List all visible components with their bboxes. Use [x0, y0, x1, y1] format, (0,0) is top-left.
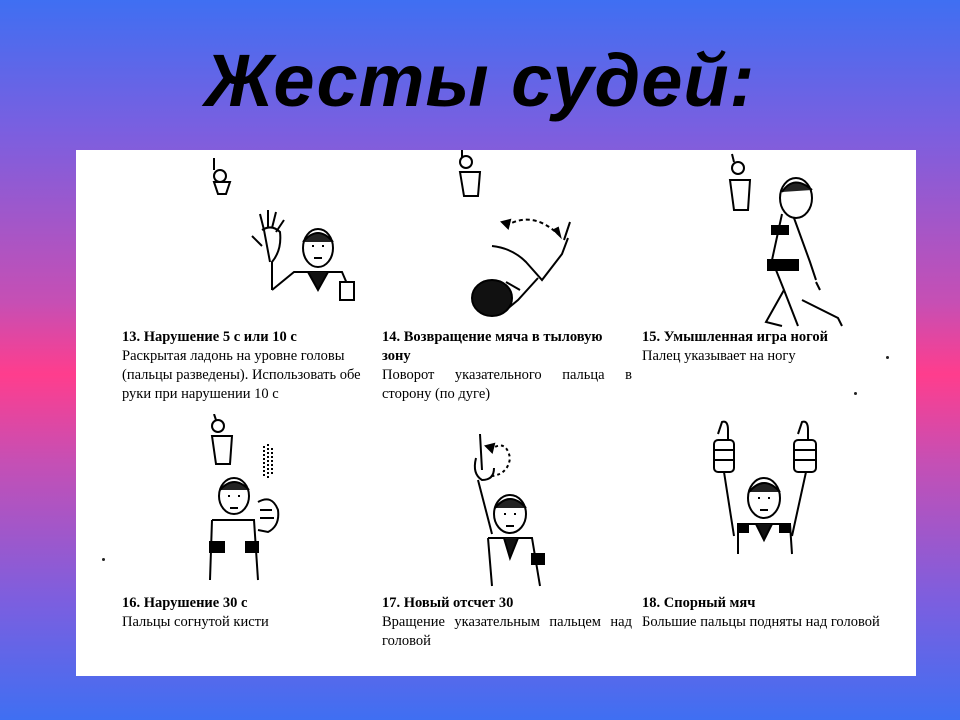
speck	[102, 558, 105, 561]
gesture-title-18: 18. Спорный мяч	[642, 595, 756, 611]
gesture-caption-16	[122, 594, 372, 632]
gesture-text-14: Поворот указательного пальца в сторону (по дуге)	[382, 367, 632, 402]
gesture-caption-15	[642, 328, 892, 366]
gesture-title-14: 14. Возвращение мяча в тыловую зону	[382, 329, 603, 364]
gesture-caption-13	[122, 328, 372, 404]
bent-fingers-icon	[122, 414, 374, 594]
rotate-finger-icon	[382, 414, 634, 594]
gesture-card-17	[382, 414, 634, 664]
gesture-text-18: Большие пальцы подняты над головой	[642, 614, 880, 630]
speck	[886, 356, 889, 359]
speck	[854, 392, 857, 395]
gesture-title-15: 15. Умышленная игра ногой	[642, 329, 828, 345]
gesture-title-16: 16. Нарушение 30 с	[122, 595, 248, 611]
gesture-title-17: 17. Новый отсчет 30	[382, 595, 514, 611]
thumbs-up-icon	[642, 414, 894, 594]
gesture-caption-18	[642, 594, 892, 632]
slide-title: Жесты судей:	[204, 39, 756, 122]
open-palm-icon	[122, 150, 374, 328]
gesture-card-18	[642, 414, 894, 664]
gesture-caption-14	[382, 328, 632, 404]
finger-arc-icon	[382, 150, 634, 328]
gesture-text-15: Палец указывает на ногу	[642, 348, 796, 364]
gesture-text-16: Пальцы согнутой кисти	[122, 614, 269, 630]
point-to-leg-icon	[642, 150, 894, 328]
gesture-card-13	[122, 150, 374, 400]
gesture-card-15	[642, 150, 894, 400]
gesture-text-13: Раскрытая ладонь на уровне головы (пальцы разведены). Использовать обе руки при нарушении 10 с	[122, 348, 361, 402]
gesture-text-17: Вращение указательным пальцем над головой	[382, 614, 632, 649]
gesture-card-16	[122, 414, 374, 664]
gestures-panel	[76, 150, 916, 676]
gesture-card-14	[382, 150, 634, 400]
gesture-caption-17	[382, 594, 632, 651]
gesture-title-13: 13. Нарушение 5 с или 10 с	[122, 329, 297, 345]
